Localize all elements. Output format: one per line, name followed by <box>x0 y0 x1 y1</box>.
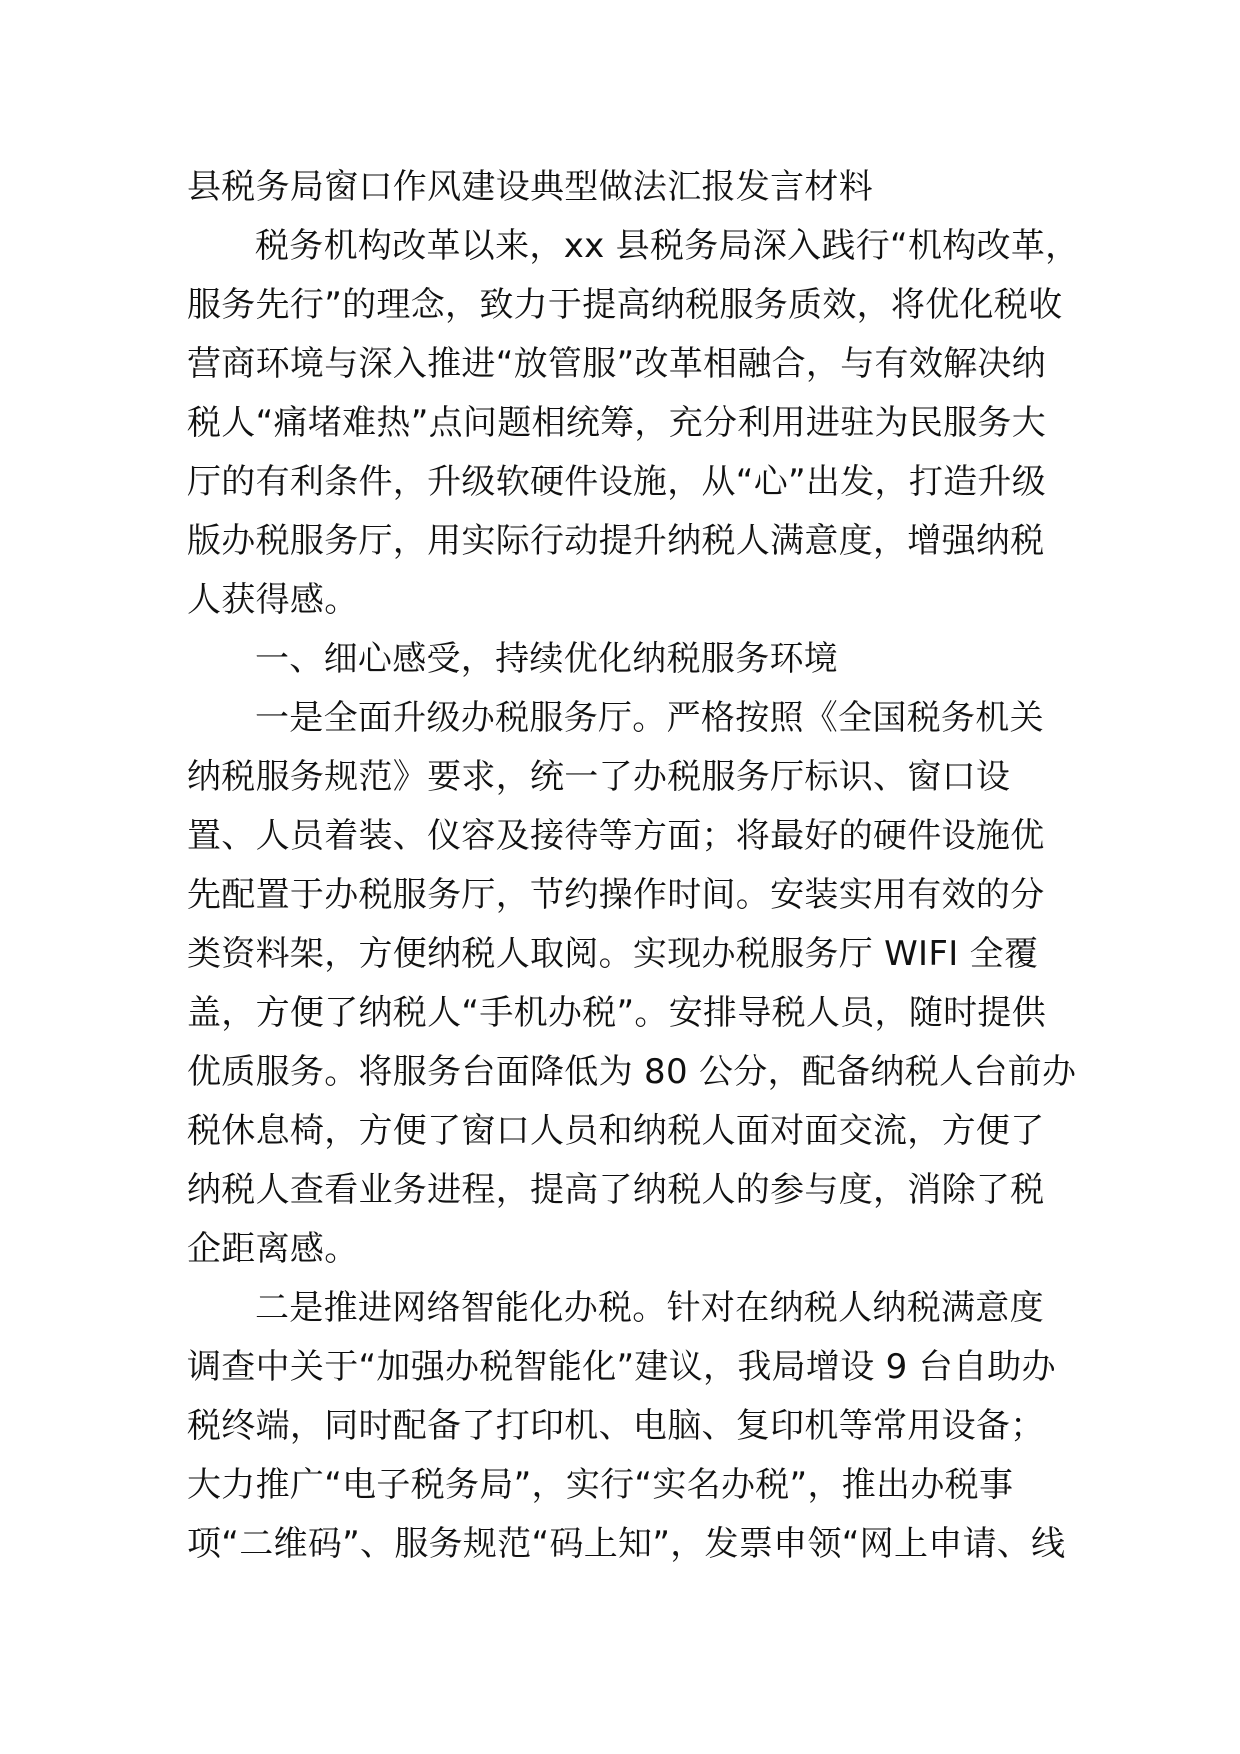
text-line: 优质服务。将服务台面降低为 80 公分，配备纳税人台前办 <box>187 1052 1077 1092</box>
text-line: 类资料架，方便纳税人取阅。实现办税服务厅 WIFI 全覆 <box>187 934 1039 974</box>
text-line: 一是全面升级办税服务厅。严格按照《全国税务机关 <box>255 698 1044 738</box>
text-line: 税终端，同时配备了打印机、电脑、复印机等常用设备； <box>187 1406 1045 1446</box>
text-line: 盖，方便了纳税人“手机办税”。安排导税人员，随时提供 <box>187 993 1047 1033</box>
document-title: 县税务局窗口作风建设典型做法汇报发言材料 <box>187 167 873 207</box>
text-line: 一、细心感受，持续优化纳税服务环境 <box>255 639 839 679</box>
text-line: 厅的有利条件，升级软硬件设施，从“心”出发，打造升级 <box>187 462 1047 502</box>
text-line: 税务机构改革以来，xx 县税务局深入践行“机构改革， <box>255 226 1080 266</box>
text-line: 项“二维码”、服务规范“码上知”，发票申领“网上申请、线 <box>187 1524 1066 1564</box>
text-line: 置、人员着装、仪容及接待等方面；将最好的硬件设施优 <box>187 816 1045 856</box>
text-line: 二是推进网络智能化办税。针对在纳税人纳税满意度 <box>255 1288 1044 1328</box>
text-line: 纳税人查看业务进程，提高了纳税人的参与度，消除了税 <box>187 1170 1045 1210</box>
text-line: 营商环境与深入推进“放管服”改革相融合，与有效解决纳 <box>187 344 1047 384</box>
text-line: 服务先行”的理念，致力于提高纳税服务质效，将优化税收 <box>187 285 1063 325</box>
text-line: 企距离感。 <box>187 1229 359 1269</box>
text-line: 税人“痛堵难热”点问题相统筹，充分利用进驻为民服务大 <box>187 403 1047 443</box>
text-line: 纳税服务规范》要求，统一了办税服务厅标识、窗口设 <box>187 757 1011 797</box>
document-body <box>187 158 1080 1574</box>
text-line: 大力推广“电子税务局”，实行“实名办税”，推出办税事 <box>187 1465 1014 1505</box>
text-line: 版办税服务厅，用实际行动提升纳税人满意度，增强纳税 <box>187 521 1045 561</box>
text-line: 税休息椅，方便了窗口人员和纳税人面对面交流，方便了 <box>187 1111 1045 1151</box>
text-line: 调查中关于“加强办税智能化”建议，我局增设 9 台自助办 <box>187 1347 1056 1387</box>
text-line: 人获得感。 <box>187 580 359 620</box>
text-line: 先配置于办税服务厅，节约操作时间。安装实用有效的分 <box>187 875 1045 915</box>
